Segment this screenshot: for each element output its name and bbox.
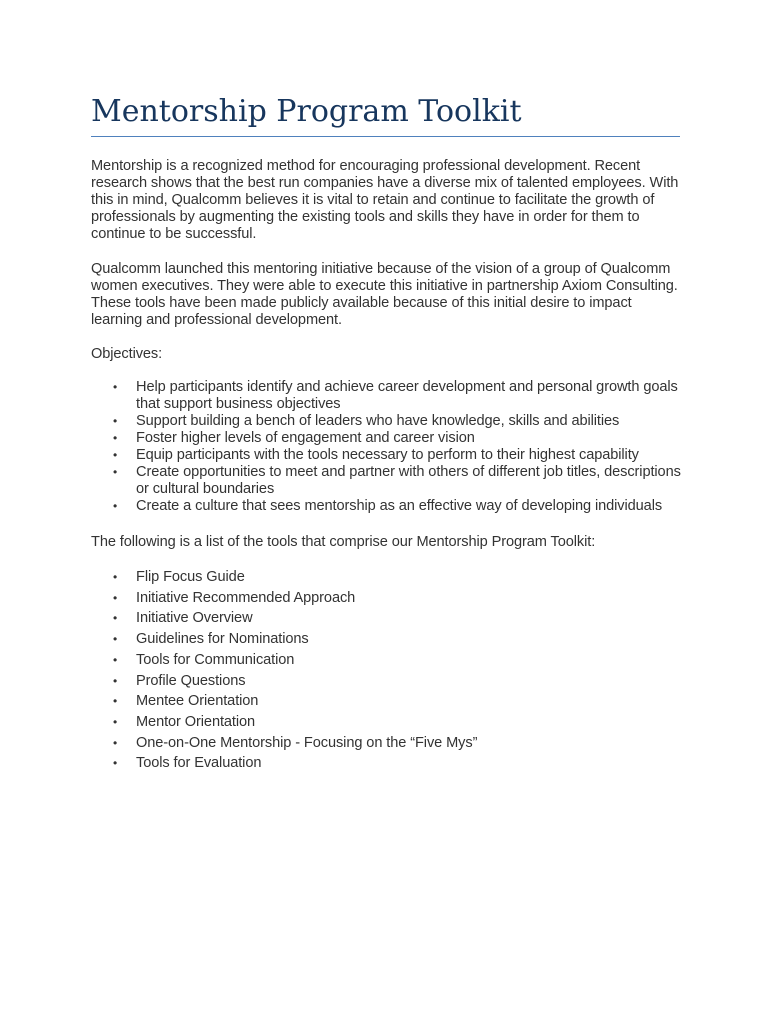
tool-name: Profile Questions	[136, 672, 246, 689]
bullet-icon: •	[113, 694, 118, 709]
bullet-icon: •	[113, 611, 118, 626]
objective-text: Foster higher levels of engagement and career vision	[136, 430, 475, 446]
list-item	[91, 567, 686, 588]
tools-intro-paragraph: The following is a list of the tools that comprise our Mentorship Program Toolkit:	[91, 534, 596, 550]
bullet-icon: •	[113, 431, 118, 445]
tool-name: One-on-One Mentorship - Focusing on the “Five Mys”	[136, 734, 478, 751]
list-item	[91, 608, 686, 629]
title-underline	[91, 136, 680, 137]
objective-text: Create opportunities to meet and partner with others of different job titles, descriptions or cultural boundaries	[136, 464, 681, 497]
objective-text: Support building a bench of leaders who have knowledge, skills and abilities	[136, 413, 620, 429]
bullet-icon: •	[113, 673, 118, 688]
bullet-icon: •	[113, 652, 118, 667]
document-title: Mentorship Program Toolkit	[91, 94, 522, 129]
list-item	[91, 430, 686, 447]
bullet-icon: •	[113, 632, 118, 647]
bullet-icon: •	[113, 735, 118, 750]
list-item	[91, 464, 686, 498]
bullet-icon: •	[113, 448, 118, 462]
list-item	[91, 447, 686, 464]
bullet-icon: •	[113, 590, 118, 605]
tool-name: Flip Focus Guide	[136, 569, 245, 585]
list-item	[91, 588, 686, 609]
tool-name: Tools for Communication	[136, 651, 295, 668]
bullet-icon: •	[113, 714, 118, 729]
bullet-icon: •	[113, 465, 118, 479]
list-item	[91, 629, 686, 650]
list-item	[91, 650, 686, 671]
bullet-icon: •	[113, 756, 118, 771]
objective-text: Help participants identify and achieve career development and personal growth goals that support business objectives	[136, 379, 678, 412]
list-item	[91, 712, 686, 733]
tool-name: Mentor Orientation	[136, 713, 256, 730]
bullet-icon: •	[113, 570, 118, 584]
list-item	[91, 753, 686, 774]
list-item	[91, 671, 686, 692]
bullet-icon: •	[113, 380, 118, 394]
list-item	[91, 379, 686, 413]
tool-name: Initiative Recommended Approach	[136, 589, 356, 606]
intro-paragraph: Mentorship is a recognized method for encouraging professional development. Recent research shows that the best run companies have a diverse mix of talented employees. With this in mind, Qualcomm believes it is vital to retain and continue to facilitate the growth of professionals by augmenting the existing tools and skills they have in order for them to continue to be successful.	[91, 158, 679, 242]
objective-text: Create a culture that sees mentorship as an effective way of developing individuals	[136, 498, 663, 514]
objectives-list	[91, 379, 686, 515]
objectives-heading: Objectives:	[91, 346, 163, 362]
list-item	[91, 691, 686, 712]
tool-name: Tools for Evaluation	[136, 755, 262, 772]
objective-text: Equip participants with the tools necessary to perform to their highest capability	[136, 447, 639, 463]
tool-name: Initiative Overview	[136, 610, 253, 627]
list-item	[91, 498, 686, 515]
bullet-icon: •	[113, 499, 118, 513]
list-item	[91, 413, 686, 430]
bullet-icon: •	[113, 414, 118, 428]
tool-name: Guidelines for Nominations	[136, 631, 309, 648]
tools-list	[91, 567, 686, 774]
tool-name: Mentee Orientation	[136, 693, 259, 710]
background-paragraph: Qualcomm launched this mentoring initiative because of the vision of a group of Qualcomm women executives. They were able to execute this initiative in partnership Axiom Consulting. These tools have been made publicly available because of this initial desire to impact learning and professional development.	[91, 261, 678, 328]
list-item	[91, 733, 686, 754]
